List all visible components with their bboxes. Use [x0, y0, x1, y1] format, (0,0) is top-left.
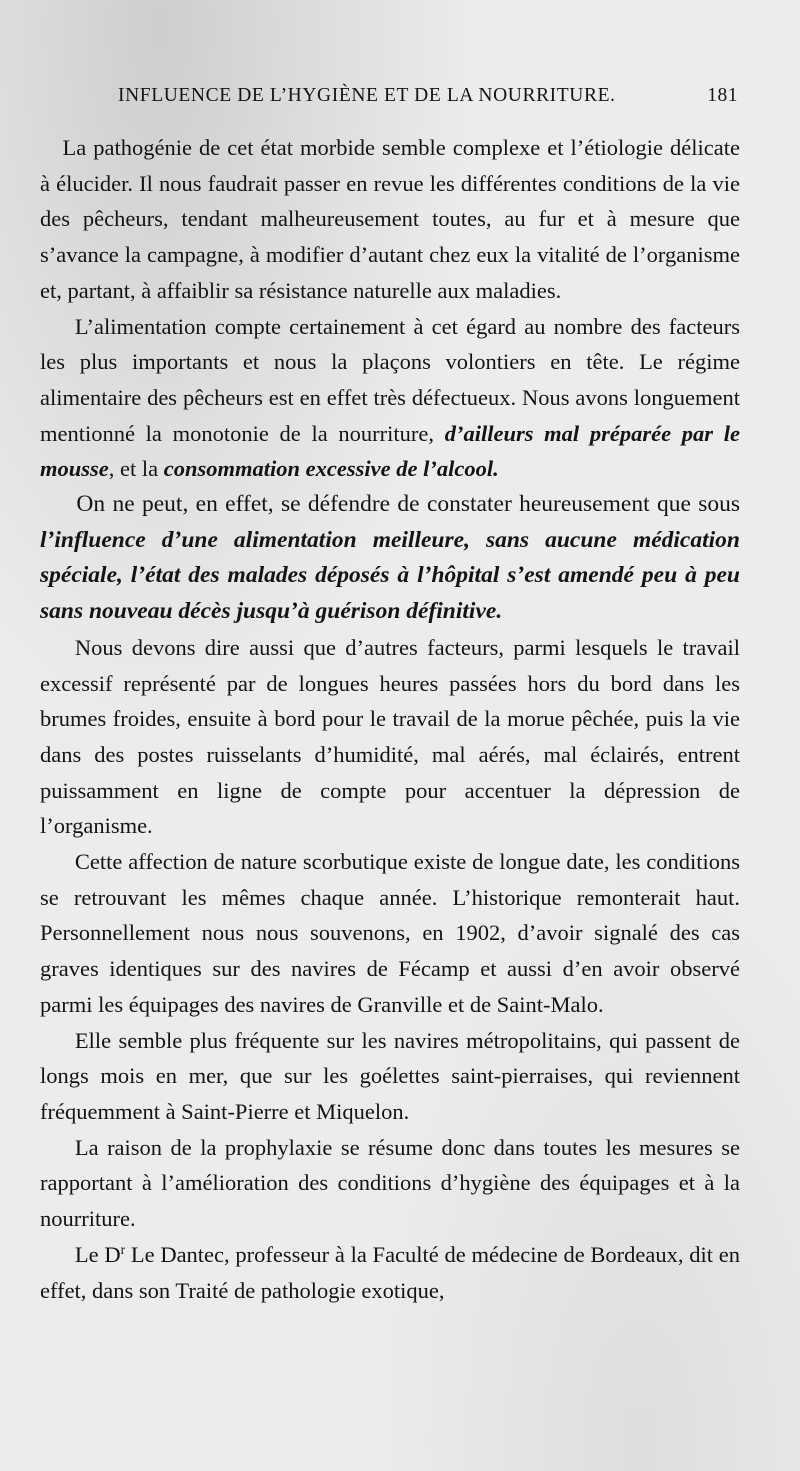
paragraph-6: Elle semble plus fréquente sur les navires métropolitains, qui passent de longs mois en mer, que sur les goélettes saint-pierraises, qui reviennent fréquemment à Saint-Pierre et Miquelon. — [40, 1027, 740, 1124]
page-number: 181 — [707, 85, 738, 106]
running-header — [118, 85, 738, 107]
paragraph-7: La raison de la prophylaxie se résume donc dans toutes les mesures se rapportant à l’amélioration des conditions d’hygiène des équipages et à la nourriture. — [40, 1134, 740, 1232]
paragraph-5: Cette affection de nature scorbutique existe de longue date, les conditions se retrouvant les mêmes chaque année. L’historique remonterait haut. Personnellement nous nous souvenons, en 1902, d’avoir signalé des cas graves identiques sur des navires de Fécamp et aussi d’en avoir observé parmi les équipages des navires de Granville et de Saint-Malo. — [40, 849, 740, 1017]
doctor-superscript: r — [120, 1241, 126, 1257]
running-title: INFLUENCE DE L’HYGIÈNE ET DE LA NOURRITURE. — [118, 85, 616, 106]
paragraph-2-italic-1: d’ailleurs mal préparée par le mousse — [40, 420, 740, 482]
paragraph-2-text-a: L’alimentation compte certainement à cet égard au nombre des facteurs les plus importants et nous la plaçons volontiers en tête. Le régime alimentaire des pêcheurs est en effet très défectueux. Nous avons longuement mentionné la monotonie de la nourriture, — [40, 313, 740, 446]
paragraph-8-text-b: Le Dantec, professeur à la Faculté de médecine de Bordeaux, dit en effet, dans son Traité de pathologie exotique, — [40, 1241, 740, 1303]
paragraph-3 — [40, 487, 740, 630]
paragraph-1: La pathogénie de cet état morbide semble complexe et l’étiologie délicate à élucider. Il nous faudrait passer en revue les différentes conditions de la vie des pêcheurs, tendant malheureusement toutes, au fur et à mesure que s’avance la campagne, à modifier d’autant chez eux la vitalité de l’organisme et, partant, à affaiblir sa résistance naturelle aux maladies. — [40, 135, 740, 303]
paragraph-2 — [40, 309, 740, 488]
paragraph-3-italic: l’influence d’une alimentation meilleure, sans aucune médication spéciale, l’état des malades déposés à l’hôpital s’est amendé peu à peu sans nouveau décès jusqu’à guérison définitive. — [40, 526, 740, 625]
paragraph-2-italic-2: consommation excessive de l’alcool. — [163, 456, 499, 482]
paragraph-4: Nous devons dire aussi que d’autres facteurs, parmi lesquels le travail excessif représenté par de longues heures passées hors du bord dans les brumes froides, ensuite à bord pour le travail de la morue pêchée, puis la vie dans des postes ruisselants d’humidité, mal aérés, mal éclairés, entrent puissamment en ligne de compte pour accentuer la dépression de l’organisme. — [40, 634, 740, 839]
paragraph-2-text-b: , et la — [108, 456, 159, 482]
paragraph-8 — [40, 1237, 740, 1308]
body-text — [40, 130, 740, 1308]
paragraph-3-text-a: On ne peut, en effet, se défendre de constater heureusement que sous — [76, 491, 740, 518]
paragraph-8-text-a: Le D — [74, 1241, 121, 1267]
